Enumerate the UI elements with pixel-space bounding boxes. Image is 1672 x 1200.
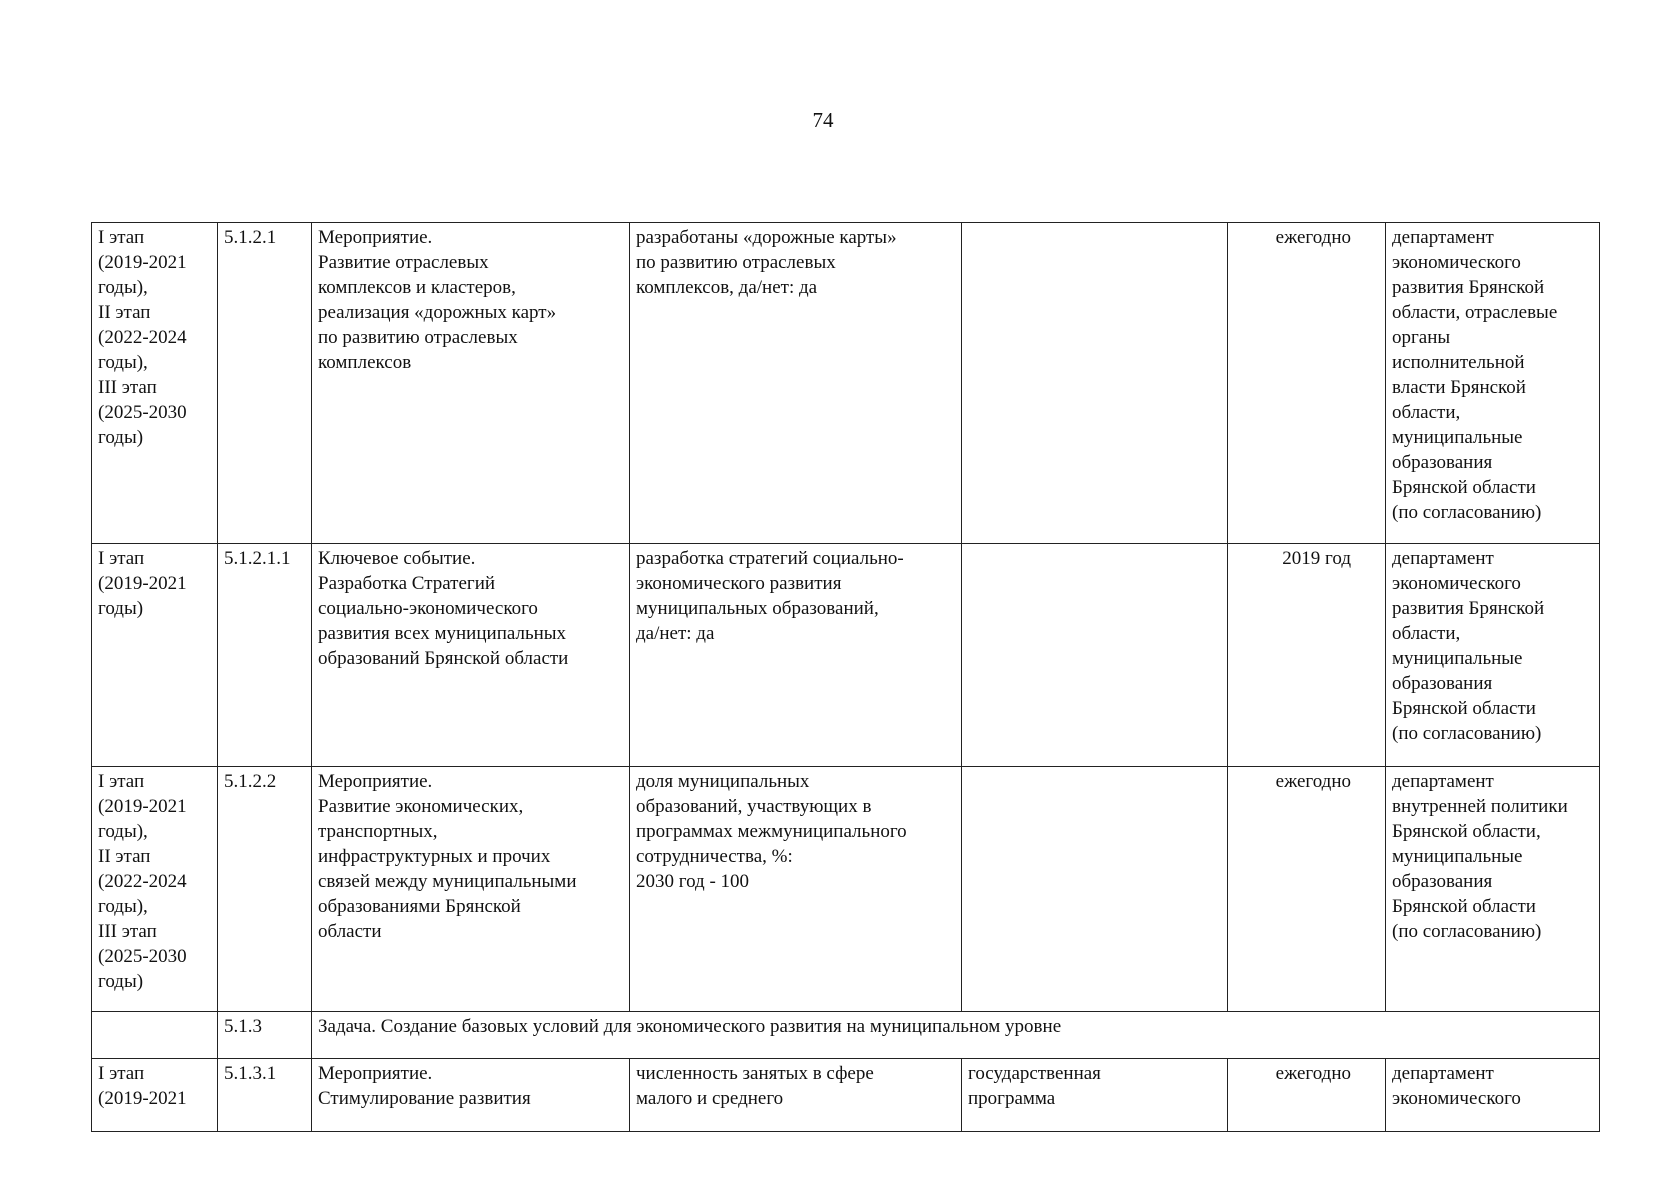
activity-cell: Ключевое событие. Разработка Стратегий социально-экономического развития всех муниципальных образований Брянской области xyxy=(312,544,630,767)
program-cell xyxy=(962,767,1228,1012)
stage-cell xyxy=(92,1012,218,1059)
responsible-cell: департамент экономического развития Брянской области, отраслевые органы исполнительной власти Брянской области, муниципальные образования Брянской области (по согласованию) xyxy=(1386,223,1600,544)
stage-cell: I этап (2019-2021 годы), II этап (2022-2024 годы), III этап (2025-2030 годы) xyxy=(92,223,218,544)
table-row xyxy=(92,544,1600,767)
program-cell: государственная программа xyxy=(962,1059,1228,1132)
responsible-cell: департамент экономического xyxy=(1386,1059,1600,1132)
responsible-cell: департамент экономического развития Брянской области, муниципальные образования Брянской области (по согласованию) xyxy=(1386,544,1600,767)
indicator-cell: численность занятых в сфере малого и среднего xyxy=(630,1059,962,1132)
responsible-cell: департамент внутренней политики Брянской области, муниципальные образования Брянской области (по согласованию) xyxy=(1386,767,1600,1012)
table-row xyxy=(92,223,1600,544)
page-number: 74 xyxy=(812,108,834,132)
task-text-cell: Задача. Создание базовых условий для экономического развития на муниципальном уровне xyxy=(312,1012,1600,1059)
stage-cell: I этап (2019-2021 годы) xyxy=(92,544,218,767)
code-cell: 5.1.3.1 xyxy=(218,1059,312,1132)
code-cell: 5.1.2.1 xyxy=(218,223,312,544)
program-cell xyxy=(962,223,1228,544)
table-row xyxy=(92,1059,1600,1132)
code-cell: 5.1.2.2 xyxy=(218,767,312,1012)
period-cell: ежегодно xyxy=(1228,767,1386,1012)
indicator-cell: разработка стратегий социально- экономического развития муниципальных образований, да/нет: да xyxy=(630,544,962,767)
stage-cell: I этап (2019-2021 годы), II этап (2022-2024 годы), III этап (2025-2030 годы) xyxy=(92,767,218,1012)
code-cell: 5.1.2.1.1 xyxy=(218,544,312,767)
code-cell: 5.1.3 xyxy=(218,1012,312,1059)
activity-cell: Мероприятие. Развитие экономических, транспортных, инфраструктурных и прочих связей между муниципальными образованиями Брянской области xyxy=(312,767,630,1012)
period-cell: 2019 год xyxy=(1228,544,1386,767)
program-cell xyxy=(962,544,1228,767)
period-cell: ежегодно xyxy=(1228,223,1386,544)
indicator-cell: разработаны «дорожные карты» по развитию отраслевых комплексов, да/нет: да xyxy=(630,223,962,544)
action-plan-table xyxy=(91,222,1600,1132)
task-row xyxy=(92,1012,1600,1059)
indicator-cell: доля муниципальных образований, участвующих в программах межмуниципального сотрудничества, %: 2030 год - 100 xyxy=(630,767,962,1012)
period-cell: ежегодно xyxy=(1228,1059,1386,1132)
activity-cell: Мероприятие. Стимулирование развития xyxy=(312,1059,630,1132)
activity-cell: Мероприятие. Развитие отраслевых комплексов и кластеров, реализация «дорожных карт» по развитию отраслевых комплексов xyxy=(312,223,630,544)
table-row xyxy=(92,767,1600,1012)
stage-cell: I этап (2019-2021 xyxy=(92,1059,218,1132)
